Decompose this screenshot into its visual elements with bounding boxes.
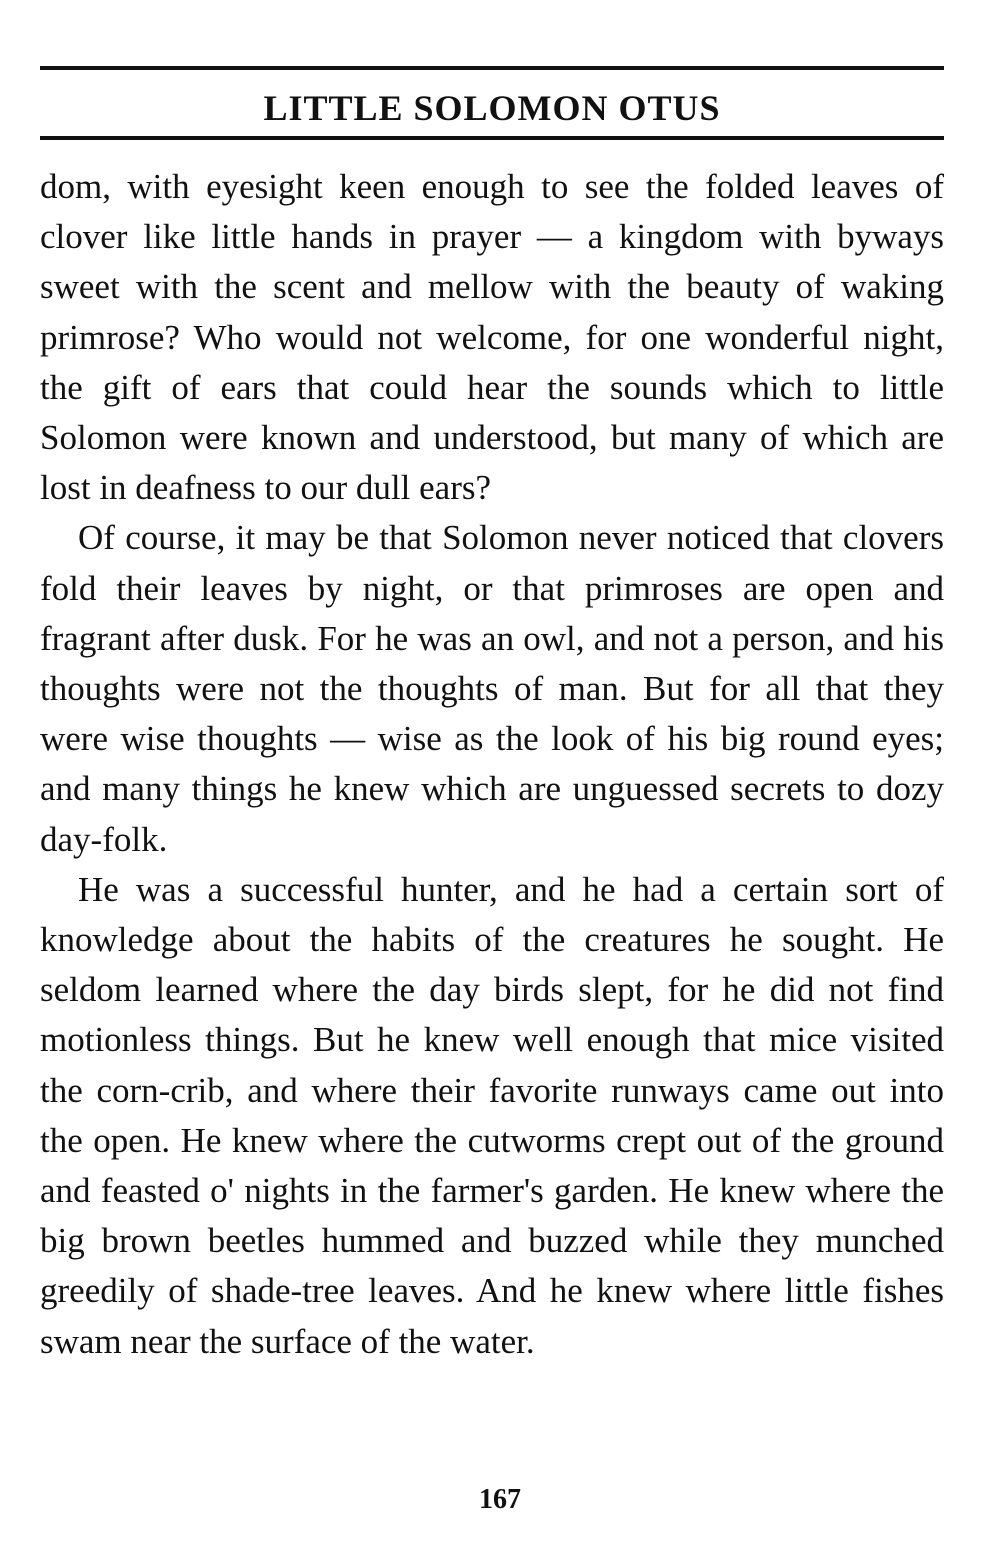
paragraph-continued: dom, with eyesight keen enough to see the folded leaves of clover like little hands in prayer — a kingdom with byways sweet with the scent and mellow with the beauty of waking primrose? Who would not welcome, for one wonderful night, the gift of ears that could hear the sounds which to little Solomon were known and understood, but many of which are lost in deafness to our dull ears? (40, 167, 944, 508)
page-number: 167 (479, 1484, 521, 1515)
paragraph: He was a successful hunter, and he had a certain sort of knowledge about the habits of the creatures he sought. He seldom learned where the day birds slept, for he did not find motionless things. But he knew well enough that mice visited the corn-crib, and where their favorite runways came out into the open. He knew where the cutworms crept out of the ground and feasted o' nights in the farmer's garden. He knew where the big brown beetles hummed and buzzed while they munched greedily of shade-tree leaves. And he knew where little fishes swam near the surface of the water. (40, 869, 944, 1361)
book-page (40, 66, 944, 1367)
paragraph: Of course, it may be that Solomon never noticed that clovers fold their leaves by night, or that primroses are open and fragrant after dusk. For he was an owl, and not a person, and his thoughts were not the thoughts of man. But for all that they were wise thoughts — wise as the look of his big round eyes; and many things he knew which are unguessed secrets to dozy day-folk. (40, 518, 944, 859)
body-text (40, 162, 944, 1367)
running-title: LITTLE SOLOMON OTUS (263, 88, 721, 128)
header-rule-bottom (40, 136, 944, 140)
